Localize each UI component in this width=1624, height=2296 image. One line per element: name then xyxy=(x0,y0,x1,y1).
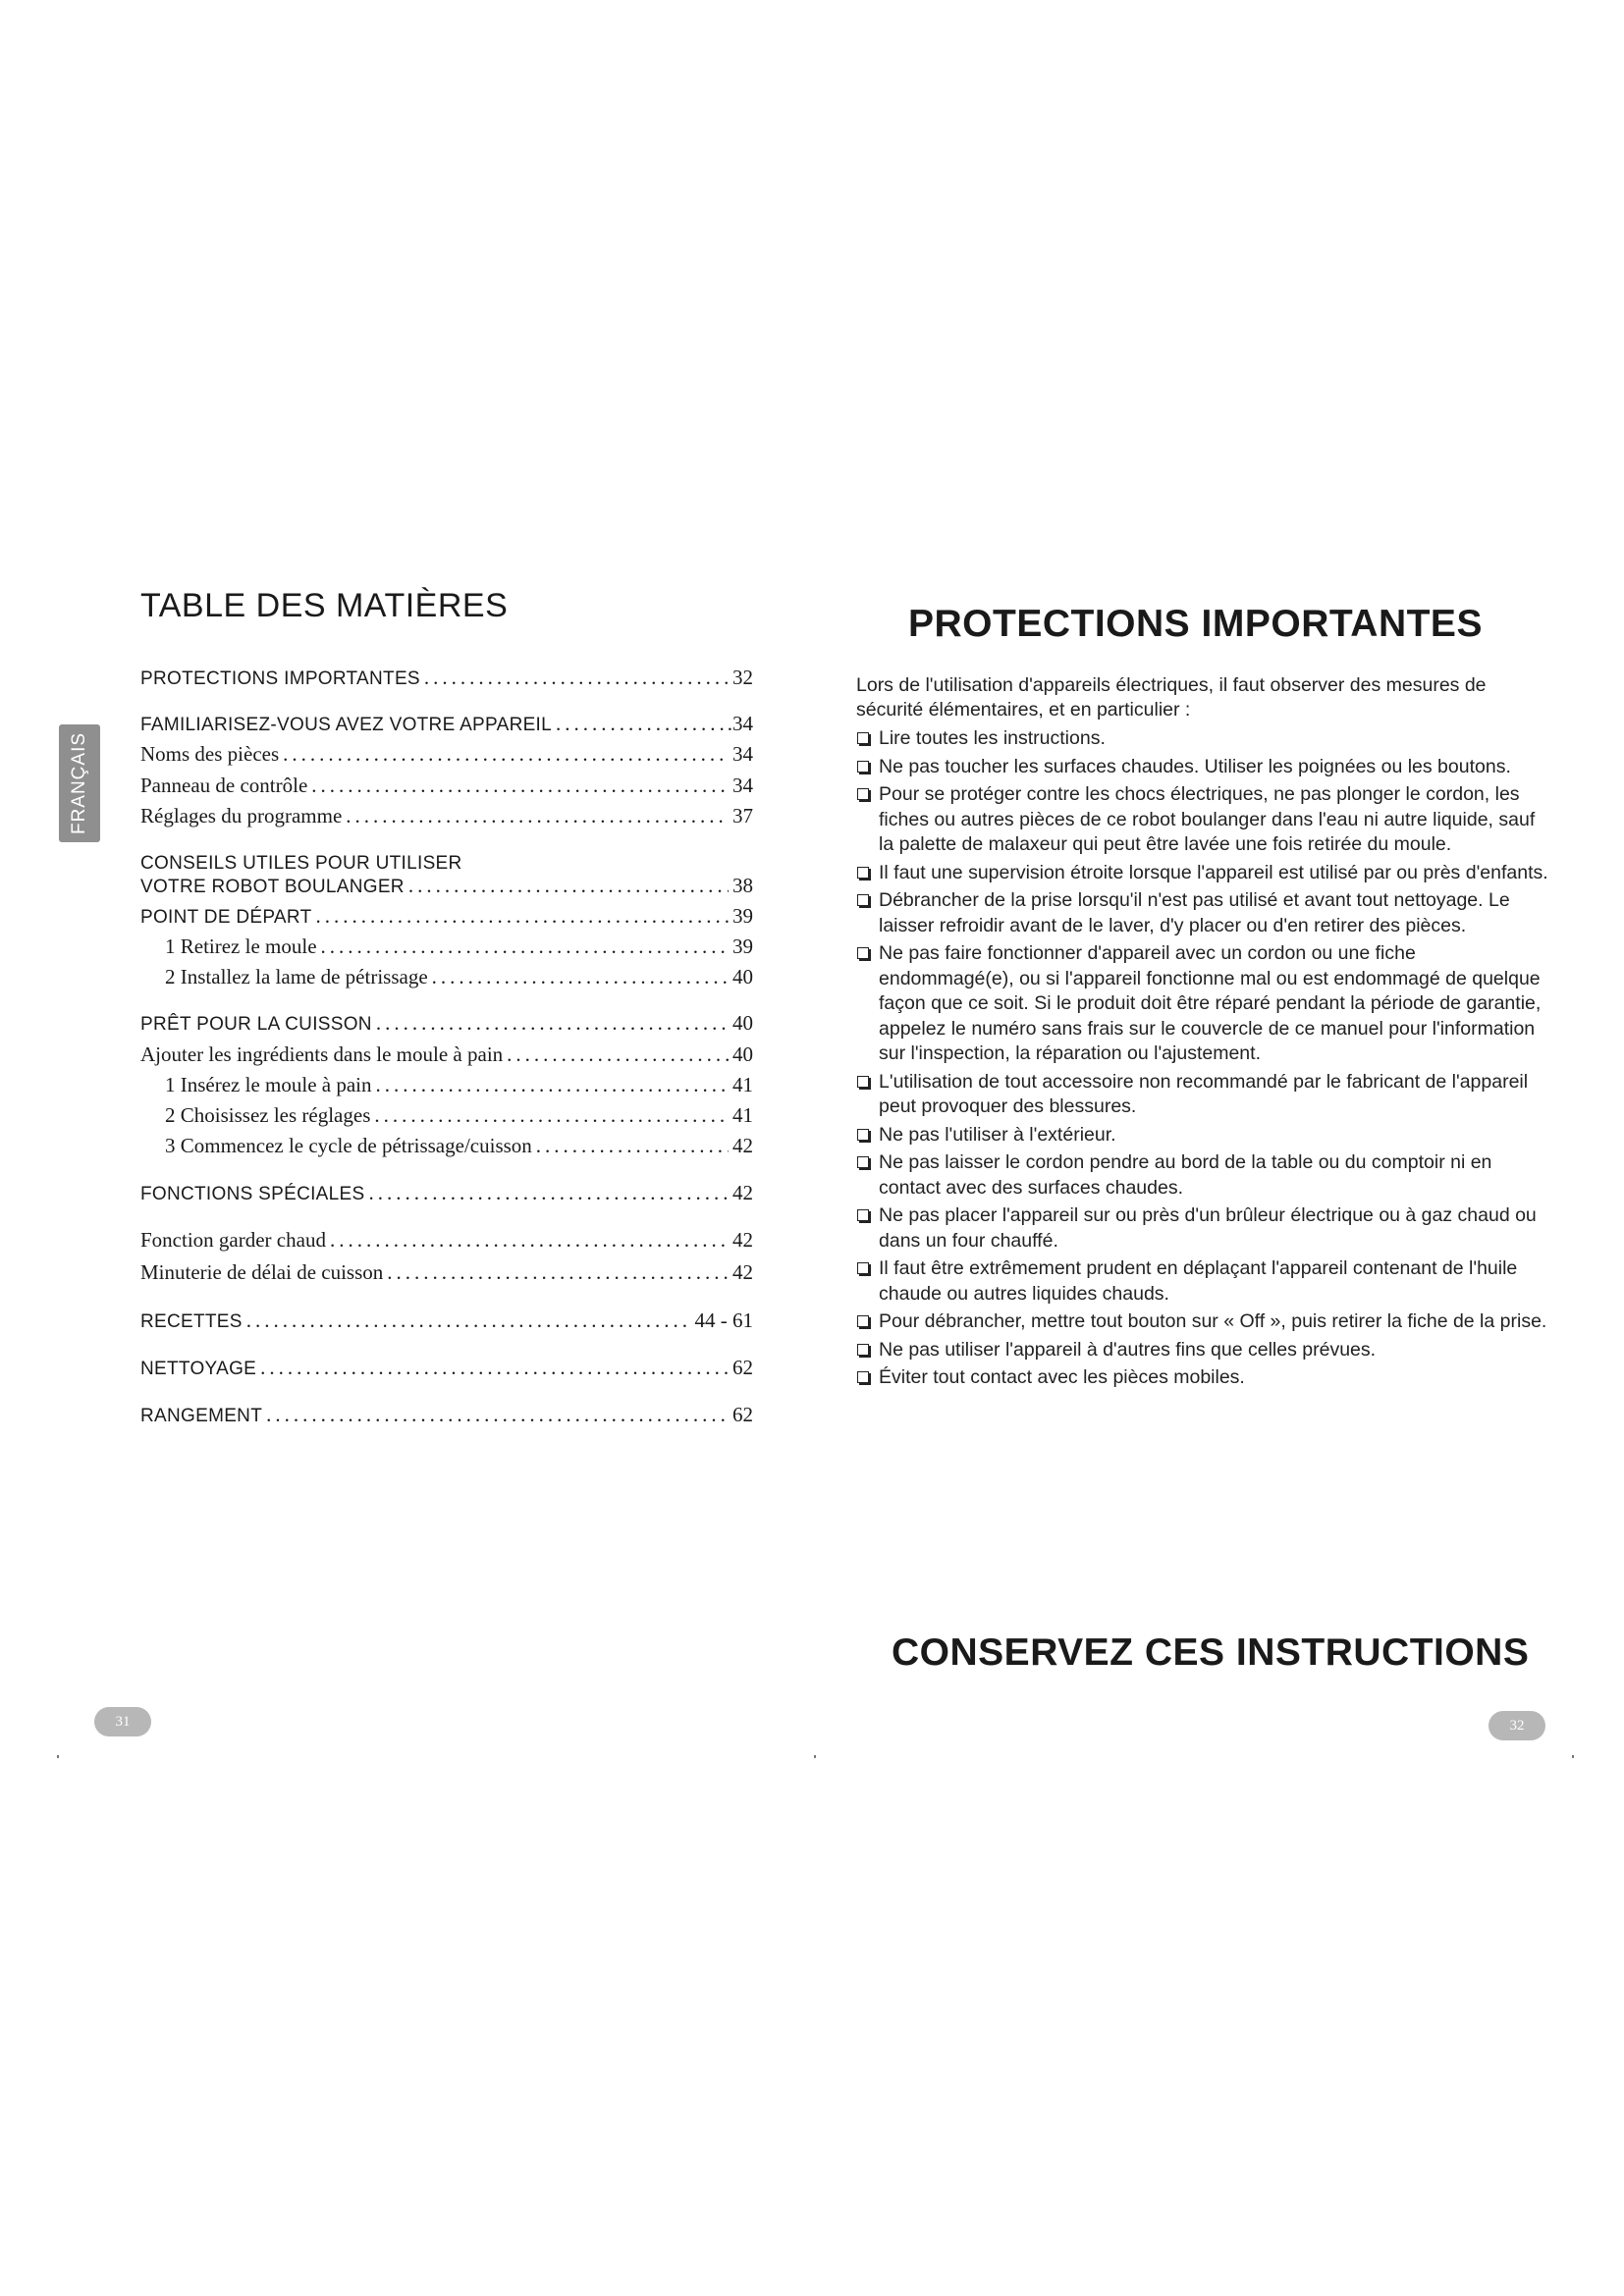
toc-entry-page: 42 xyxy=(732,1260,753,1284)
toc-entry-label: CONSEILS UTILES POUR UTILISER xyxy=(140,853,462,874)
toc-entry[interactable] xyxy=(140,802,753,829)
toc-entry-page: .34 xyxy=(727,712,753,735)
checkbox-bullet-icon xyxy=(857,894,869,906)
toc-leader-dots xyxy=(368,1179,729,1206)
safety-item-text: Pour se protéger contre les chocs électriques, ne pas plonger le cordon, les fiches ou autres pièces de ce robot boulanger dans l'eau ni autre liquide, sauf la palette de malaxeur qui peut être lavée une fois retirée du moule. xyxy=(879,783,1536,855)
safety-item xyxy=(856,1338,1549,1363)
checkbox-bullet-icon xyxy=(857,1344,869,1356)
safety-item xyxy=(856,861,1549,886)
toc-title: TABLE DES MATIÈRES xyxy=(140,587,509,624)
toc-entry-page: 38 xyxy=(732,874,753,897)
toc-leader-dots xyxy=(315,902,729,930)
checkbox-bullet-icon xyxy=(857,1371,869,1383)
safety-item-text: Éviter tout contact avec les pièces mobiles. xyxy=(879,1366,1245,1388)
toc-entry-label: Panneau de contrôle xyxy=(140,774,308,797)
toc-entry-page: 42 xyxy=(732,1134,753,1157)
crop-mark xyxy=(814,1755,816,1758)
language-tab-label: FRANÇAIS xyxy=(69,731,89,835)
toc-leader-dots xyxy=(507,1041,729,1068)
toc-entry-page: 39 xyxy=(732,934,753,958)
toc-entry-page: 34 xyxy=(732,742,753,766)
checkbox-bullet-icon xyxy=(857,1129,869,1141)
toc-entry[interactable] xyxy=(140,664,753,691)
safety-item xyxy=(856,726,1549,752)
toc-leader-dots xyxy=(387,1258,729,1286)
toc-entry-page: 34 xyxy=(732,774,753,797)
toc-leader-dots xyxy=(376,1009,729,1037)
toc-entry-page: 40 xyxy=(732,965,753,988)
toc-leader-dots xyxy=(432,963,729,990)
safety-item-text: Il faut une supervision étroite lorsque l'appareil est utilisé par ou près d'enfants. xyxy=(879,861,1548,883)
toc-entry-page: 32 xyxy=(732,666,753,689)
toc-entry-label: Noms des pièces xyxy=(140,742,280,766)
page-number-right: 32 xyxy=(1489,1711,1545,1740)
toc-entry-label: 1 Insérez le moule à pain xyxy=(165,1073,372,1096)
safety-item xyxy=(856,782,1549,858)
toc-entry[interactable] xyxy=(140,1041,753,1068)
checkbox-bullet-icon xyxy=(857,788,869,800)
checkbox-bullet-icon xyxy=(857,947,869,959)
safety-item-text: Ne pas laisser le cordon pendre au bord de la table ou du comptoir ni en contact avec des surfaces chaudes. xyxy=(879,1151,1492,1199)
toc-entry-page: 37 xyxy=(732,804,753,828)
checkbox-bullet-icon xyxy=(857,761,869,773)
toc-entry-page: 62 xyxy=(732,1356,753,1379)
toc-leader-dots xyxy=(330,1226,729,1254)
safety-item-text: Ne pas toucher les surfaces chaudes. Utiliser les poignées ou les boutons. xyxy=(879,755,1511,777)
toc-entry[interactable] xyxy=(140,1132,753,1159)
toc-entry[interactable] xyxy=(140,1226,753,1254)
toc-entry-page: 41 xyxy=(732,1073,753,1096)
toc-entry-label: POINT DE DÉPART xyxy=(140,907,312,928)
safety-item-text: Lire toutes les instructions. xyxy=(879,727,1106,749)
safety-item xyxy=(856,941,1549,1067)
safety-item xyxy=(856,1150,1549,1201)
toc-entry[interactable] xyxy=(140,933,753,960)
toc-entry[interactable] xyxy=(140,872,753,899)
page-title: PROTECTIONS IMPORTANTES xyxy=(908,603,1483,645)
safety-item-text: Ne pas l'utiliser à l'extérieur. xyxy=(879,1123,1116,1146)
toc-entry-label: Réglages du programme xyxy=(140,804,343,828)
toc-entry[interactable] xyxy=(140,1354,753,1381)
toc-entry[interactable] xyxy=(140,1179,753,1206)
safety-item xyxy=(856,1365,1549,1391)
toc-entry-page: 44 - 61 xyxy=(694,1308,753,1332)
safety-item-text: Ne pas placer l'appareil sur ou près d'un brûleur électrique ou à gaz chaud ou dans un four chauffé. xyxy=(879,1204,1537,1252)
safety-item-text: Pour débrancher, mettre tout bouton sur « Off », puis retirer la fiche de la prise. xyxy=(879,1310,1547,1332)
checkbox-bullet-icon xyxy=(857,1315,869,1327)
toc-entry-label: FAMILIARISEZ-VOUS AVEZ VOTRE APPAREIL xyxy=(140,715,553,735)
intro-paragraph: Lors de l'utilisation d'appareils électriques, il faut observer des mesures de sécurité élémentaires, et en particulier : xyxy=(856,674,1487,721)
toc-entry-label: 1 Retirez le moule xyxy=(165,934,317,958)
crop-mark xyxy=(57,1755,59,1758)
toc-entry-label: 2 Installez la lame de pétrissage xyxy=(165,965,428,988)
toc-entry-page: 42 xyxy=(732,1228,753,1252)
toc-entry-page: 40 xyxy=(732,1011,753,1035)
safety-item xyxy=(856,755,1549,780)
toc-entry-label: NETTOYAGE xyxy=(140,1359,257,1379)
toc-entry[interactable] xyxy=(140,902,753,930)
checkbox-bullet-icon xyxy=(857,867,869,879)
toc-entry[interactable] xyxy=(140,1401,753,1428)
crop-mark xyxy=(1572,1755,1574,1758)
safety-item xyxy=(856,1070,1549,1120)
toc-leader-dots xyxy=(266,1401,729,1428)
toc-entry[interactable] xyxy=(140,1258,753,1286)
safety-item xyxy=(856,888,1549,938)
safety-item-text: Ne pas faire fonctionner d'appareil avec un cordon ou une fiche endommagé(e), ou si l'appareil fonctionne mal ou est endommagé de quelque façon que ce soit. Si le produit doit être réparé pendant la période de garantie, appelez le numéro sans frais sur le couvercle de ce manuel pour l'information sur l'inspection, la réparation ou l'ajustement. xyxy=(879,942,1542,1064)
checkbox-bullet-icon xyxy=(857,732,869,744)
toc-entry-label: Fonction garder chaud xyxy=(140,1228,326,1252)
toc-entry-label: PROTECTIONS IMPORTANTES xyxy=(140,668,420,689)
toc-entry[interactable] xyxy=(140,740,753,768)
toc-entry[interactable] xyxy=(140,1307,753,1334)
safety-item-text: Ne pas utiliser l'appareil à d'autres fins que celles prévues. xyxy=(879,1338,1377,1361)
safety-item xyxy=(856,1309,1549,1335)
toc-entry-page: 40 xyxy=(732,1042,753,1066)
page-number-left: 31 xyxy=(94,1707,151,1736)
toc-leader-dots xyxy=(283,740,729,768)
safety-item xyxy=(856,1203,1549,1254)
toc-entry-page: 42 xyxy=(732,1181,753,1204)
toc-leader-dots xyxy=(556,710,724,737)
toc-entry[interactable] xyxy=(140,963,753,990)
toc-entry-label: RECETTES xyxy=(140,1311,243,1332)
toc-entry-page: 62 xyxy=(732,1403,753,1426)
toc-leader-dots xyxy=(260,1354,729,1381)
toc-entry-page: 41 xyxy=(732,1103,753,1127)
toc-entry-label: FONCTIONS SPÉCIALES xyxy=(140,1184,365,1204)
toc-leader-dots xyxy=(246,1307,691,1334)
safety-item-text: L'utilisation de tout accessoire non recommandé par le fabricant de l'appareil peut provoquer des blessures. xyxy=(879,1070,1529,1117)
toc-entry-label: 3 Commencez le cycle de pétrissage/cuisson xyxy=(165,1134,532,1157)
toc-leader-dots xyxy=(536,1132,729,1159)
toc-leader-dots xyxy=(424,664,729,691)
toc-leader-dots xyxy=(346,802,729,829)
safety-item xyxy=(856,1123,1549,1148)
toc-entry[interactable] xyxy=(140,772,753,799)
toc-entry[interactable] xyxy=(140,1009,753,1037)
toc-entry[interactable] xyxy=(140,1101,753,1129)
safety-item-text: Il faut être extrêmement prudent en déplaçant l'appareil contenant de l'huile chaude ou autres liquides chauds. xyxy=(879,1257,1518,1305)
toc-leader-dots xyxy=(374,1101,729,1129)
safety-list xyxy=(856,726,1549,1394)
safety-item xyxy=(856,1256,1549,1307)
toc-entry-page: 39 xyxy=(732,904,753,928)
toc-entry-label: 2 Choisissez les réglages xyxy=(165,1103,371,1127)
toc-leader-dots xyxy=(376,1071,730,1098)
checkbox-bullet-icon xyxy=(857,1262,869,1274)
checkbox-bullet-icon xyxy=(857,1076,869,1088)
toc-leader-dots xyxy=(408,872,729,899)
toc-entry-label: Minuterie de délai de cuisson xyxy=(140,1260,384,1284)
toc-entry[interactable] xyxy=(140,1071,753,1098)
toc-entry[interactable] xyxy=(140,710,753,737)
toc-leader-dots xyxy=(321,933,729,960)
checkbox-bullet-icon xyxy=(857,1156,869,1168)
toc-entry-label: PRÊT POUR LA CUISSON xyxy=(140,1014,372,1035)
toc-entry-label: RANGEMENT xyxy=(140,1406,263,1426)
toc-leader-dots xyxy=(311,772,729,799)
safety-item-text: Débrancher de la prise lorsqu'il n'est pas utilisé et avant tout nettoyage. Le laisser refroidir avant de le laver, d'y placer ou d'en retirer des pièces. xyxy=(879,889,1510,936)
language-tab xyxy=(59,724,100,842)
toc-entry-label: VOTRE ROBOT BOULANGER xyxy=(140,877,405,897)
footer-title: CONSERVEZ CES INSTRUCTIONS xyxy=(892,1631,1530,1674)
checkbox-bullet-icon xyxy=(857,1209,869,1221)
toc-entry-label: Ajouter les ingrédients dans le moule à pain xyxy=(140,1042,504,1066)
